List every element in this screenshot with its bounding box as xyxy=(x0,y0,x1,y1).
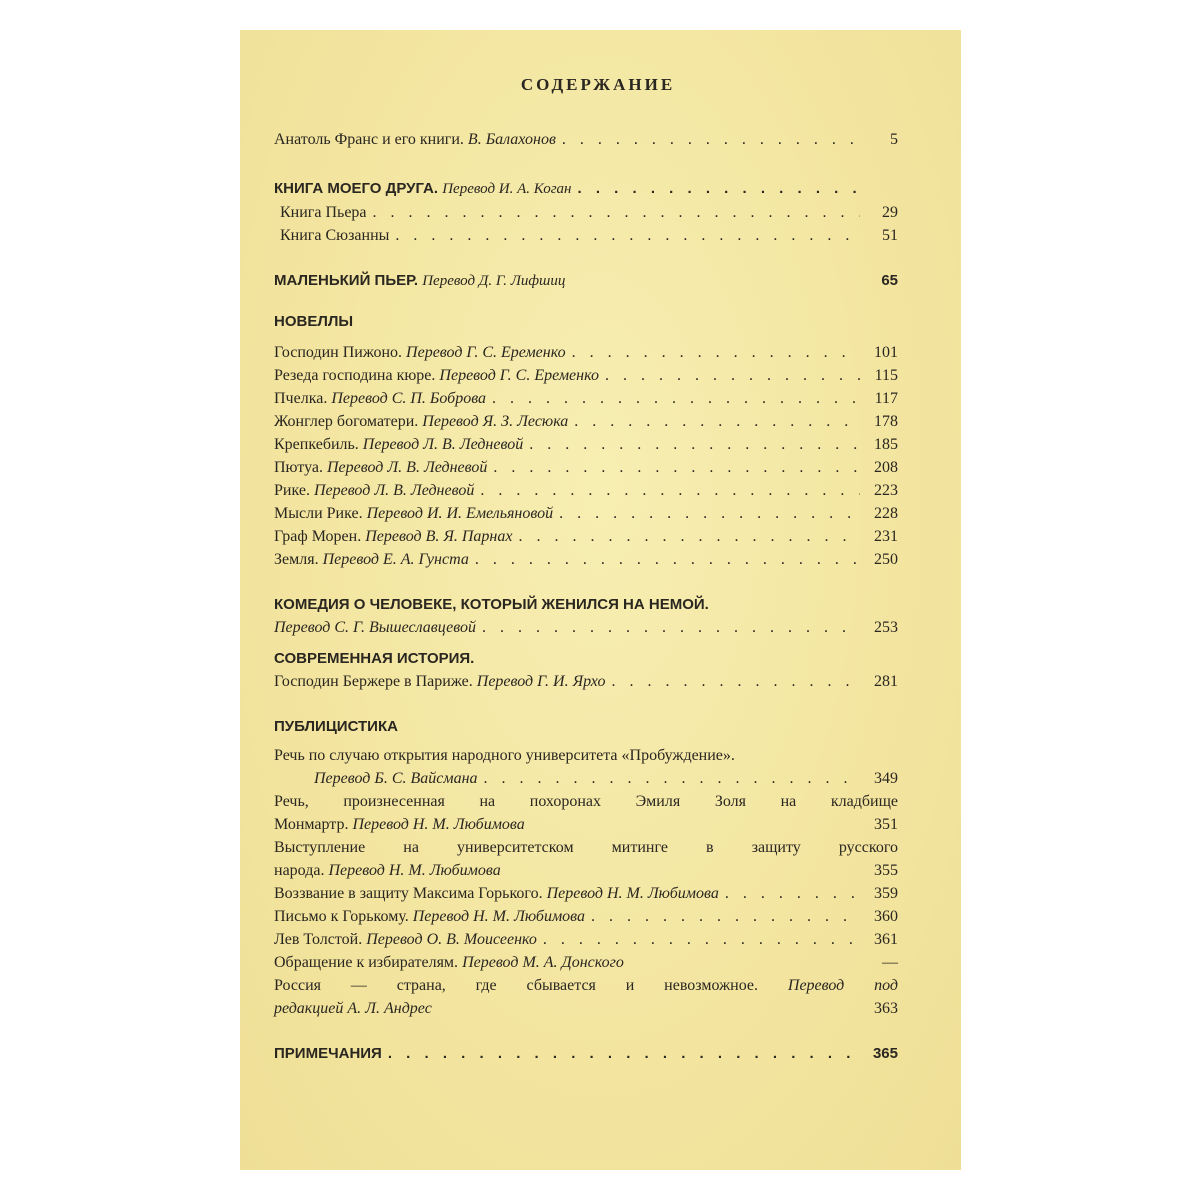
page-number: 185 xyxy=(874,436,898,453)
toc-entry-intro: Анатоль Франс и его книги. В. Балахонов . . . 5 xyxy=(274,128,898,151)
page-number: 223 xyxy=(874,482,898,499)
section-heading-publicism: ПУБЛИЦИСТИКА xyxy=(274,718,398,735)
page-number: 281 xyxy=(874,673,898,690)
toc-entry: Россия — страна, где сбывается и невозможное. Перевод под редакцией А. Л. Андрес 363 xyxy=(274,974,898,1020)
toc-entry: Лев Толстой. Перевод О. В. Моисеенко . . . 361 xyxy=(274,928,898,951)
novella-list xyxy=(274,341,898,571)
page-number: 5 xyxy=(890,131,898,148)
page-number: 115 xyxy=(874,367,898,384)
page-number: 117 xyxy=(874,390,898,407)
publicism-list xyxy=(274,744,898,1020)
page-number: 359 xyxy=(874,885,898,902)
toc-entry: Письмо к Горькому. Перевод Н. М. Любимова . . . 360 xyxy=(274,905,898,928)
toc-entry: Пютуа. Перевод Л. В. Ледневой . . . 208 xyxy=(274,456,898,479)
toc-entry: Господин Пижоно. Перевод Г. С. Еременко . . . 101 xyxy=(274,341,898,364)
toc-entry: Книга Пьера . . . 29 xyxy=(274,201,898,224)
page-number: 361 xyxy=(874,931,898,948)
page-number: 178 xyxy=(874,413,898,430)
toc-entry: Господин Бержере в Париже. Перевод Г. И. Ярхо . . . 281 xyxy=(274,670,898,693)
page-number: 365 xyxy=(872,1045,898,1062)
toc-entry: Выступление на университетском митинге в защиту русского народа. Перевод Н. М. Любимова 355 xyxy=(274,836,898,882)
page-title: СОДЕРЖАНИЕ xyxy=(520,75,676,94)
page-number: 228 xyxy=(874,505,898,522)
toc-entry: Речь, произнесенная на похоронах Эмиля Золя на кладбище Монмартр. Перевод Н. М. Любимова 351 xyxy=(274,790,898,836)
page-number: 363 xyxy=(874,1000,898,1017)
toc-entry: Земля. Перевод Е. А. Гунста . . . 250 xyxy=(274,548,898,571)
toc-entry: Книга Сюзанны . . . 51 xyxy=(274,224,898,247)
toc-entry: Крепкебиль. Перевод Л. В. Ледневой . . . 185 xyxy=(274,433,898,456)
page-number: 355 xyxy=(874,862,898,879)
toc-entry: Речь по случаю открытия народного университета «Пробуждение». Перевод Б. С. Вайсмана . . . 349 xyxy=(274,744,898,790)
page-number: 208 xyxy=(874,459,898,476)
toc-entry: Жонглер богоматери. Перевод Я. З. Лесюка . . . 178 xyxy=(274,410,898,433)
toc-entry: Мысли Рике. Перевод И. И. Емельяновой . . . 228 xyxy=(274,502,898,525)
page-number: 101 xyxy=(874,344,898,361)
page-number: 250 xyxy=(874,551,898,568)
section-heading-comedy: КОМЕДИЯ О ЧЕЛОВЕКЕ, КОТОРЫЙ ЖЕНИЛСЯ НА НЕМОЙ. xyxy=(274,596,709,613)
page-number: 351 xyxy=(874,816,898,833)
page-number: 65 xyxy=(881,272,898,289)
page-number: 231 xyxy=(874,528,898,545)
book-page xyxy=(240,30,961,1170)
toc-entry: Обращение к избирателям. Перевод М. А. Донского — xyxy=(274,951,898,974)
page-number: 360 xyxy=(874,908,898,925)
toc-entry: Рике. Перевод Л. В. Ледневой . . . 223 xyxy=(274,479,898,502)
toc-entry: Воззвание в защиту Максима Горького. Перевод Н. М. Любимова . . . 359 xyxy=(274,882,898,905)
section-heading-notes: ПРИМЕЧАНИЯ . . . 365 xyxy=(274,1042,898,1065)
section-heading-little-pierre: МАЛЕНЬКИЙ ПЬЕР. Перевод Д. Г. Лифшиц 65 xyxy=(274,269,898,293)
section-heading-novellas: НОВЕЛЛЫ xyxy=(274,313,354,330)
page-number: — xyxy=(882,954,898,971)
toc-entry: Пчелка. Перевод С. П. Боброва . . . 117 xyxy=(274,387,898,410)
toc-entry-comedy: Перевод С. Г. Вышеславцевой . . . 253 xyxy=(274,616,898,639)
toc-entry: Резеда господина кюре. Перевод Г. С. Еременко . . . 115 xyxy=(274,364,898,387)
page-number: 253 xyxy=(874,619,898,636)
page-number: 29 xyxy=(882,204,898,221)
toc-entry: Граф Морен. Перевод В. Я. Парнах . . . 231 xyxy=(274,525,898,548)
section-heading-friend-book: КНИГА МОЕГО ДРУГА. Перевод И. А. Коган . . . xyxy=(274,177,898,201)
table-of-contents xyxy=(274,74,898,1065)
page-number: 349 xyxy=(874,770,898,787)
page-number: 51 xyxy=(882,227,898,244)
section-heading-modern-history: СОВРЕМЕННАЯ ИСТОРИЯ. xyxy=(274,650,475,667)
